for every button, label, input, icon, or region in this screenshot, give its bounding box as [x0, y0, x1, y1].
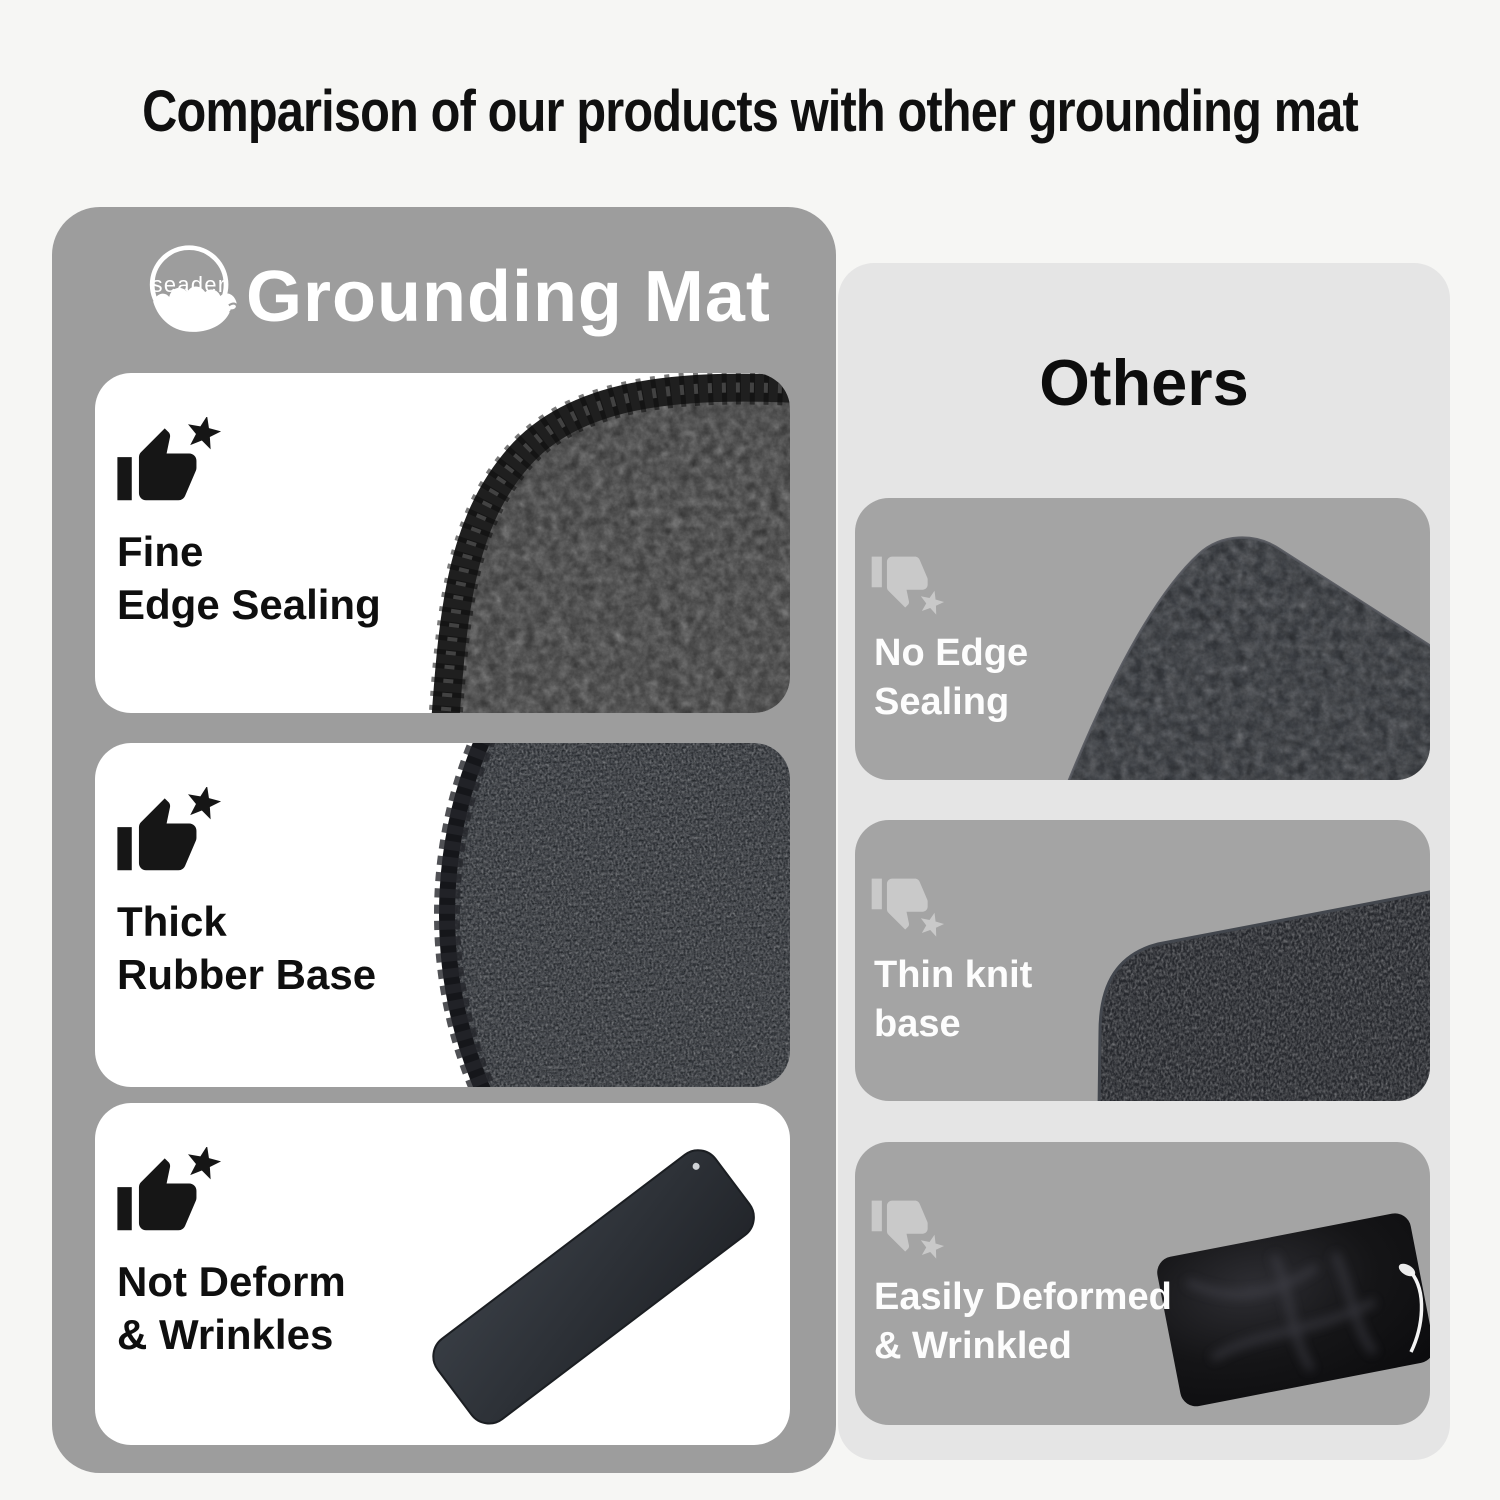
drawback-label-line: Easily Deformed [874, 1276, 1172, 1318]
drawback-card-easily-deformed [855, 1142, 1430, 1425]
feature-label [117, 895, 376, 1001]
feature-label-line: Thick [117, 898, 227, 945]
drawback-label-line: No Edge [874, 632, 1029, 674]
feature-label [117, 1255, 346, 1361]
thumbs-down-star-icon [867, 1188, 953, 1260]
feature-card-not-deform [95, 1103, 790, 1445]
drawback-label-line: base [874, 1003, 961, 1045]
feature-label-line: Rubber Base [117, 951, 377, 998]
feature-card-thick-rubber-base [95, 743, 790, 1087]
feature-label [117, 525, 381, 631]
drawback-label-line: Thin knit [874, 954, 1033, 996]
others-panel [838, 263, 1450, 1460]
brand-name: seader [151, 272, 227, 298]
thumbs-up-star-icon [111, 787, 223, 881]
thumbs-down-star-icon [867, 544, 953, 616]
thumbs-down-star-icon [867, 866, 953, 938]
seader-logo-icon [138, 239, 244, 351]
page-title: Comparison of our products with other grounding mat [142, 79, 1358, 144]
flat-mat-photo [370, 1103, 790, 1445]
our-product-panel [52, 207, 836, 1473]
stitched-edge-mat-photo [425, 373, 790, 713]
drawback-label [874, 1273, 1172, 1371]
drawback-card-thin-knit-base [855, 820, 1430, 1101]
drawback-card-no-edge-sealing [855, 498, 1430, 780]
feature-label-line: Fine [117, 528, 204, 575]
feature-label-line: Not Deform [117, 1258, 346, 1305]
thumbs-up-star-icon [111, 417, 223, 511]
our-panel-title: Grounding Mat [246, 257, 771, 337]
feature-card-fine-edge-sealing [95, 373, 790, 713]
others-panel-title: Others [1039, 346, 1249, 419]
feature-label-line: Edge Sealing [117, 581, 381, 628]
drawback-label-line: Sealing [874, 681, 1010, 723]
rubber-base-texture-photo [390, 743, 790, 1087]
drawback-label-line: & Wrinkled [874, 1325, 1072, 1367]
thumbs-up-star-icon [111, 1147, 223, 1241]
drawback-label [874, 629, 1028, 727]
drawback-label [874, 951, 1032, 1049]
feature-label-line: & Wrinkles [117, 1311, 334, 1358]
